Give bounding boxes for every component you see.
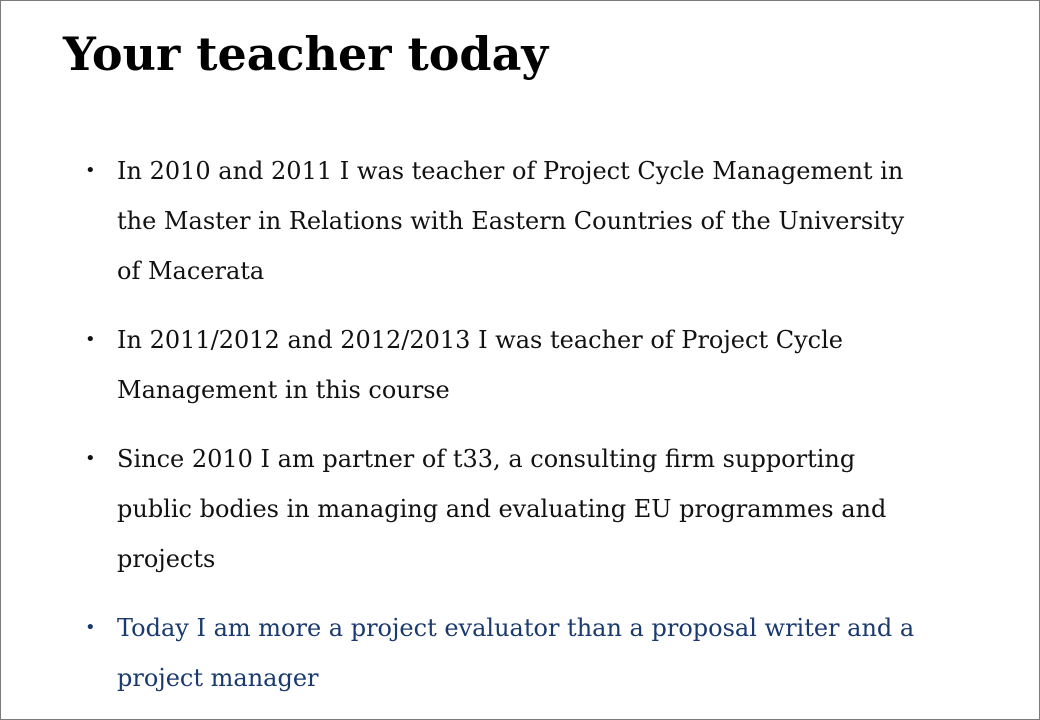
bullet-item <box>85 146 925 296</box>
bullet-icon: • <box>85 617 96 638</box>
bullet-item <box>85 315 925 415</box>
bullet-icon: • <box>85 160 96 181</box>
bullet-text: Since 2010 I am partner of t33, a consulting firm supporting public bodies in managing and evaluating EU programmes and projects <box>117 445 887 573</box>
bullet-text: In 2011/2012 and 2012/2013 I was teacher of Project Cycle Management in this course <box>117 326 843 404</box>
bullet-list <box>85 146 925 720</box>
slide-title: Your teacher today <box>63 27 549 81</box>
bullet-text: Today I am more a project evaluator than a proposal writer and a project manager <box>117 614 915 692</box>
bullet-item <box>85 434 925 584</box>
bullet-icon: • <box>85 448 96 469</box>
bullet-text: In 2010 and 2011 I was teacher of Project Cycle Management in the Master in Relations with Eastern Countries of the University of Macerata <box>117 157 905 285</box>
bullet-item-highlight <box>85 603 925 703</box>
bullet-icon: • <box>85 329 96 350</box>
